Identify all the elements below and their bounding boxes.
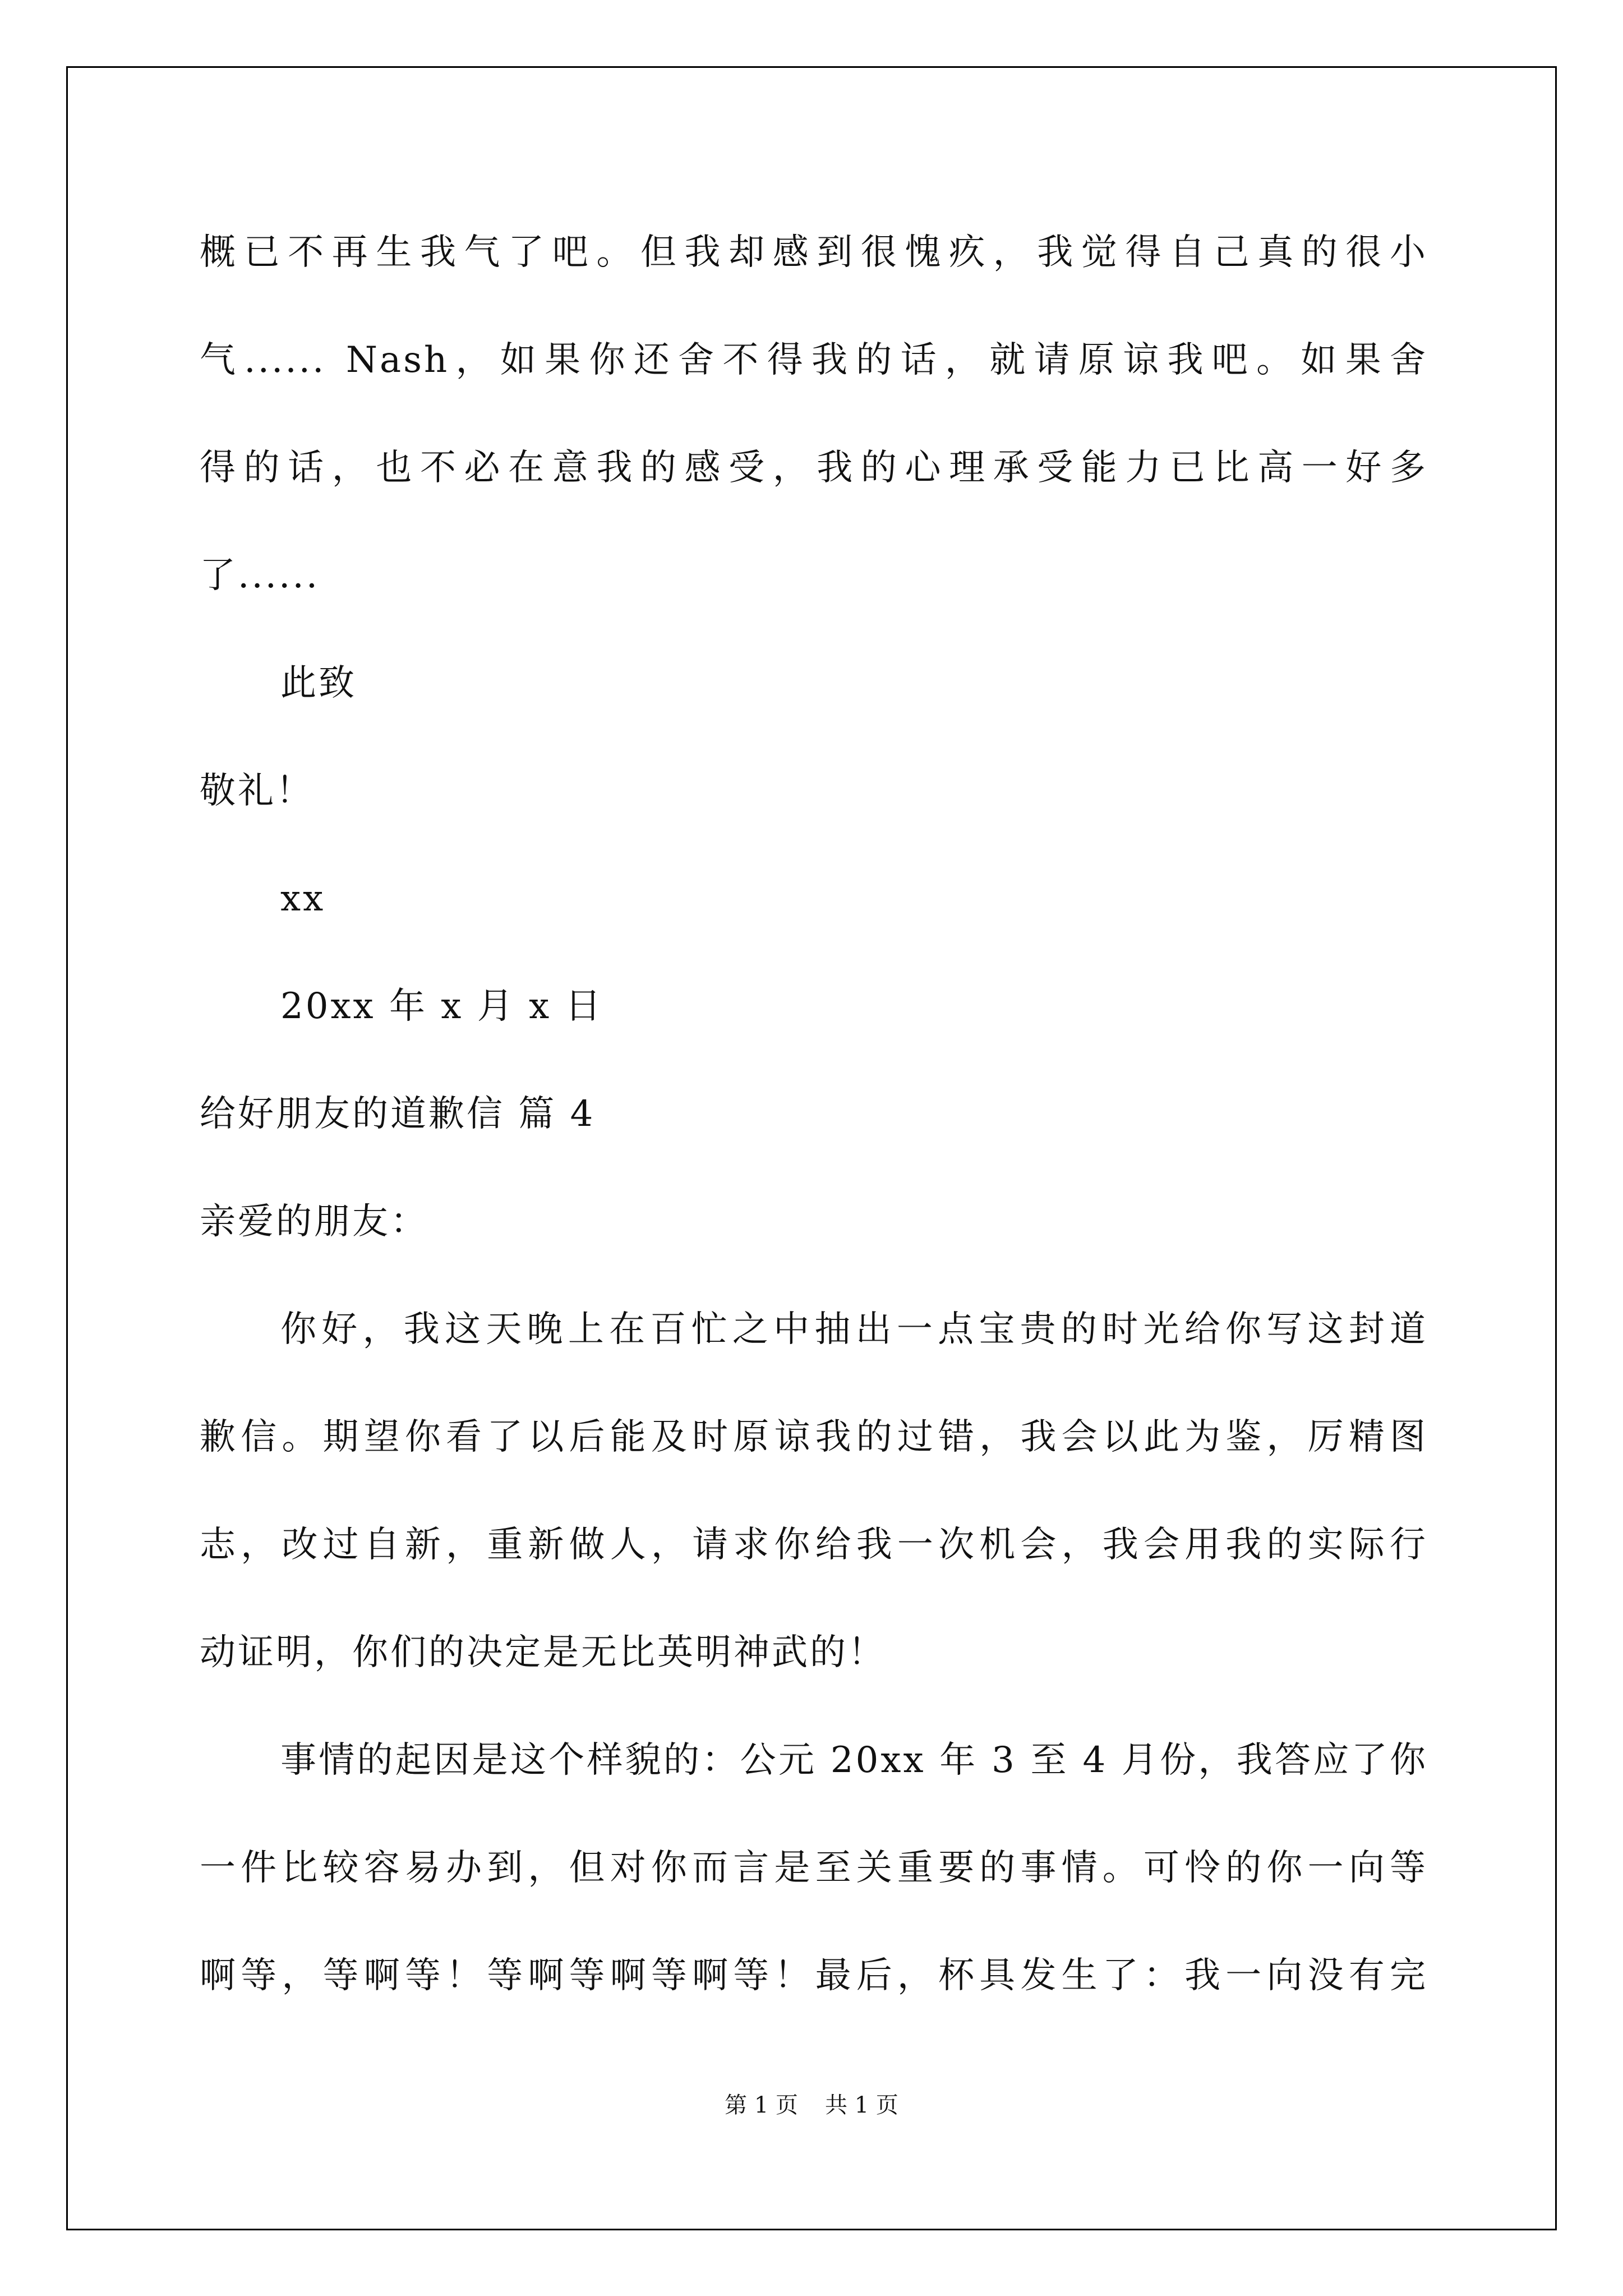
body-text-line: 啊等，等啊等！等啊等啊等啊等！最后，杯具发生了：我一向没有完: [200, 1955, 1428, 1996]
body-text-line: 事情的起因是这个样貌的：公元 20xx 年 3 至 4 月份，我答应了你: [280, 1740, 1428, 1781]
closing-regards: 敬礼！: [200, 770, 314, 812]
body-text-line: 歉信。期望你看了以后能及时原谅我的过错，我会以此为鉴，厉精图: [200, 1416, 1428, 1458]
page-footer: [0, 2090, 1623, 2121]
section-heading: 给好朋友的道歉信 篇 4: [200, 1093, 596, 1135]
signature-date: 20xx 年 x 月 x 日: [280, 986, 603, 1027]
body-text-line: 了......: [200, 555, 320, 596]
closing-salutation: 此致: [280, 662, 357, 704]
page-number: 第 1 页: [725, 2092, 798, 2118]
letter-greeting: 亲爱的朋友：: [200, 1201, 428, 1243]
page-total: 共 1 页: [825, 2092, 898, 2118]
body-text-line: 概已不再生我气了吧。但我却感到很愧疚，我觉得自己真的很小: [200, 232, 1428, 273]
body-text-line: 你好，我这天晚上在百忙之中抽出一点宝贵的时光给你写这封道: [280, 1309, 1428, 1350]
page-border: [66, 66, 1557, 2230]
signature-name: xx: [280, 878, 326, 919]
body-text-line: 得的话，也不必在意我的感受，我的心理承受能力已比高一好多: [200, 447, 1428, 489]
body-text-line: 气...... Nash，如果你还舍不得我的话，就请原谅我吧。如果舍: [200, 339, 1428, 381]
body-text-line: 一件比较容易办到，但对你而言是至关重要的事情。可怜的你一向等: [200, 1847, 1428, 1889]
body-text-line: 动证明，你们的决定是无比英明神武的！: [200, 1632, 886, 1673]
body-text-line: 志，改过自新，重新做人，请求你给我一次机会，我会用我的实际行: [200, 1524, 1428, 1566]
